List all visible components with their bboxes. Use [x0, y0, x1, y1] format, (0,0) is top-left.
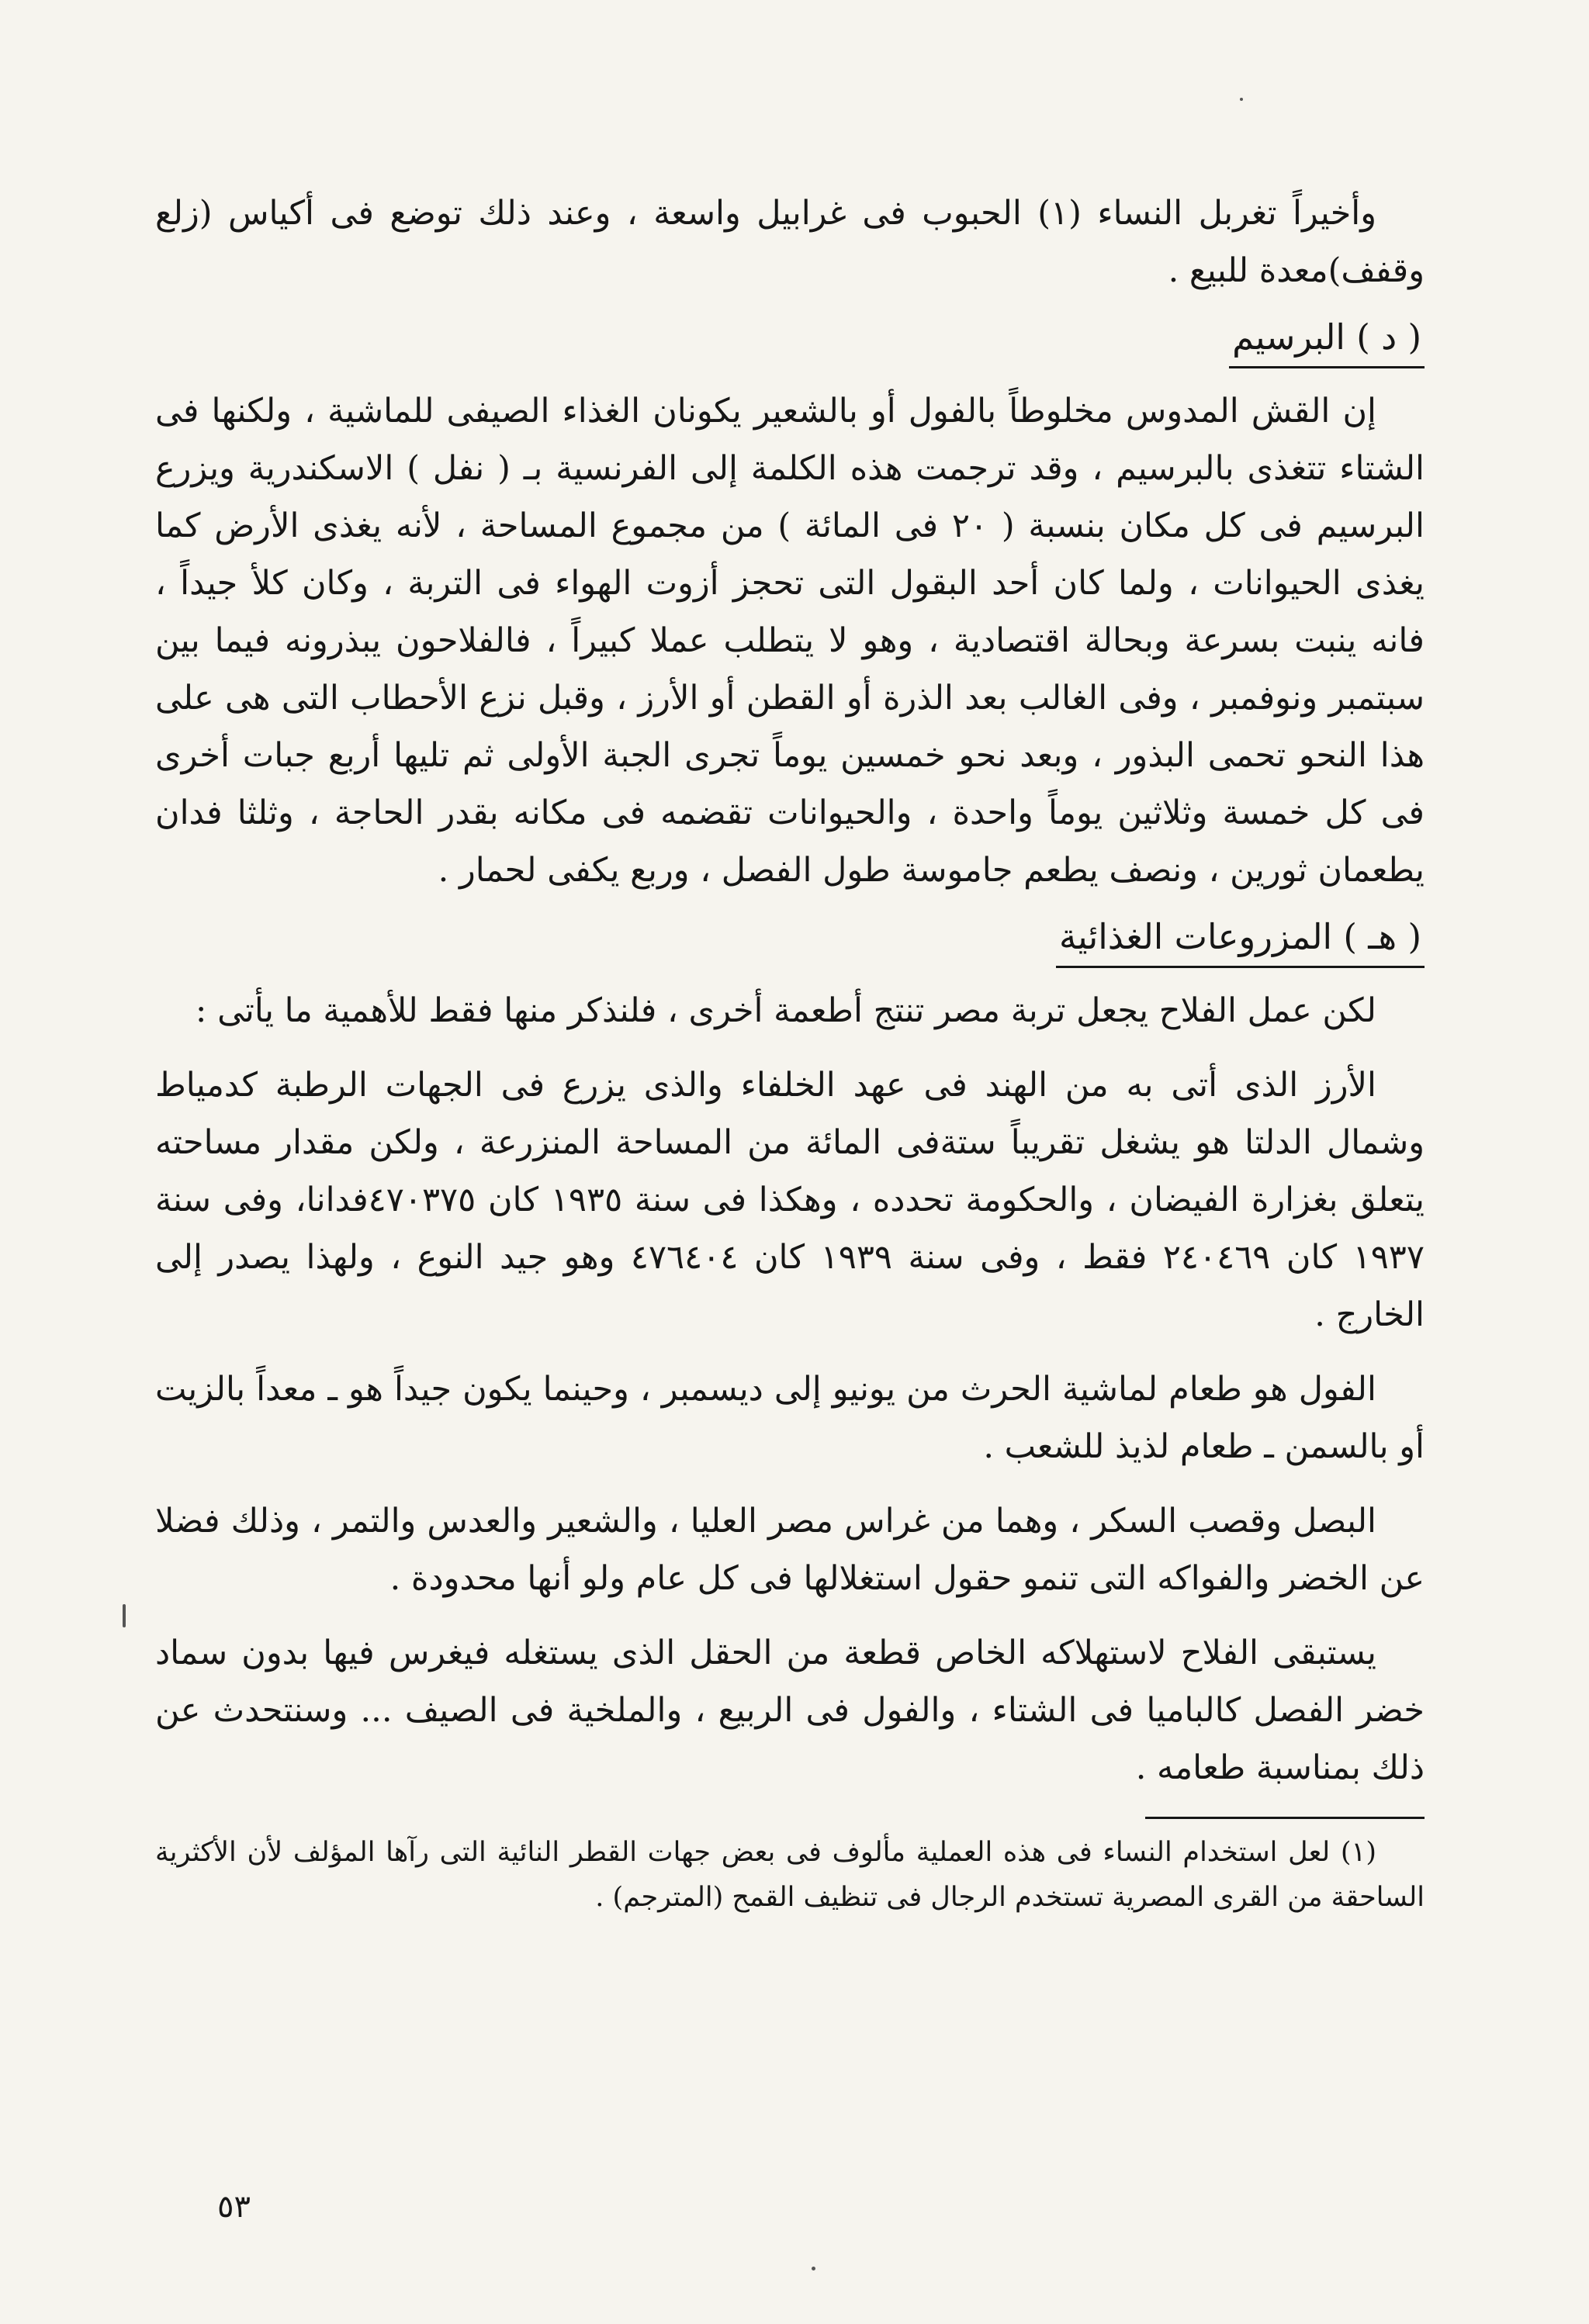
footnote: [155, 1830, 1425, 1920]
scan-speck: [1240, 98, 1243, 101]
paragraph-vegetables: يستبقى الفلاح لاستهلاكه الخاص قطعة من الحقل الذى يستغله فيغرس فيها بدون سماد خضر الفصل كالباميا فى الشتاء ، والفول فى الربيع ، والملخية فى الصيف ... وسنتحدث عن ذلك بمناسبة طعامه .: [155, 1634, 1425, 1787]
scan-mark: [123, 1604, 126, 1627]
page-body: [155, 185, 1425, 1920]
footnote-text: (١) لعل استخدام النساء فى هذه العملية مألوف فى بعض جهات القطر النائية التى رآها المؤلف لأن الأكثرية الساحقة من القرى المصرية تستخدم الرجال فى تنظيف القمح (المترجم) .: [155, 1837, 1425, 1913]
section-food-crops: [155, 899, 1425, 1797]
paragraph-beans: الفول هو طعام لماشية الحرث من يونيو إلى ديسمبر ، وحينما يكون جيداً هو ـ معداً بالزيت أو بالسمن ـ طعام لذيذ للشعب .: [155, 1370, 1425, 1466]
paragraph-berseem: إن القش المدوس مخلوطاً بالفول أو بالشعير يكونان الغذاء الصيفى للماشية ، ولكنها فى الشتاء تتغذى بالبرسيم ، وقد ترجمت هذه الكلمة إلى الفرنسية بـ ( نفل ) الاسكندرية ويزرع البرسيم فى كل مكان بنسبة ( ٢٠ فى المائة ) من مجموع المساحة ، لأنه يغذى الأرض كما يغذى الحيوانات ، ولما كان أحد البقول التى تحجز أزوت الهواء فى التربة ، وكان كلأ جيداً ، فانه ينبت بسرعة وبحالة اقتصادية ، وهو لا يتطلب عملا كبيراً ، فالفلاحون يبذرونه فيما بين سبتمبر ونوفمبر ، وفى الغالب بعد الذرة أو القطن أو الأرز ، وقبل نزع الأحطاب التى هى على هذا النحو تحمى البذور ، وبعد نحو خمسين يوماً تجرى الجبة الأولى ثم تليها أربع جبات أخرى فى كل خمسة وثلاثين يوماً واحدة ، والحيوانات تقضمه فى مكانه بقدر الحاجة ، وثلثا فدان يطعمان ثورين ، ونصف يطعم جاموسة طول الفصل ، وربع يكفى لحمار .: [155, 392, 1425, 890]
scan-speck: [812, 2267, 815, 2270]
paragraph-onions: البصل وقصب السكر ، وهما من غراس مصر العليا ، والشعير والعدس والتمر ، وذلك فضلا عن الخضر والفواكه التى تنمو حقول استغلالها فى كل عام ولو أنها محدودة .: [155, 1502, 1425, 1598]
section-berseem: [155, 299, 1425, 899]
paragraph-food-intro: لكن عمل الفلاح يجعل تربة مصر تنتج أطعمة أخرى ، فلنذكر منها فقط للأهمية ما يأتى :: [195, 991, 1376, 1030]
section-heading-berseem: ( د ) البرسيم: [1229, 310, 1425, 368]
footnote-divider: [1145, 1817, 1425, 1819]
paragraph-intro: وأخيراً تغربل النساء (١) الحبوب فى غرابيل واسعة ، وعند ذلك توضع فى أكياس (زلع وقفف)معدة للبيع .: [155, 194, 1425, 290]
paragraph-rice: الأرز الذى أتى به من الهند فى عهد الخلفاء والذى يزرع فى الجهات الرطبة كدمياط وشمال الدلتا هو يشغل تقريباً ستةفى المائة من المساحة المنزرعة ، ولكن مقدار مساحته يتعلق بغزارة الفيضان ، والحكومة تحدده ، وهكذا فى سنة ١٩٣٥ كان ٤٧٠٣٧٥فدانا، وفى سنة ١٩٣٧ كان ٢٤٠٤٦٩ فقط ، وفى سنة ١٩٣٩ كان ٤٧٦٤٠٤ وهو جيد النوع ، ولهذا يصدر إلى الخارج .: [155, 1066, 1425, 1334]
section-heading-food-crops: ( هـ ) المزروعات الغذائية: [1056, 910, 1425, 968]
page-number: ٥٣: [217, 2189, 251, 2225]
